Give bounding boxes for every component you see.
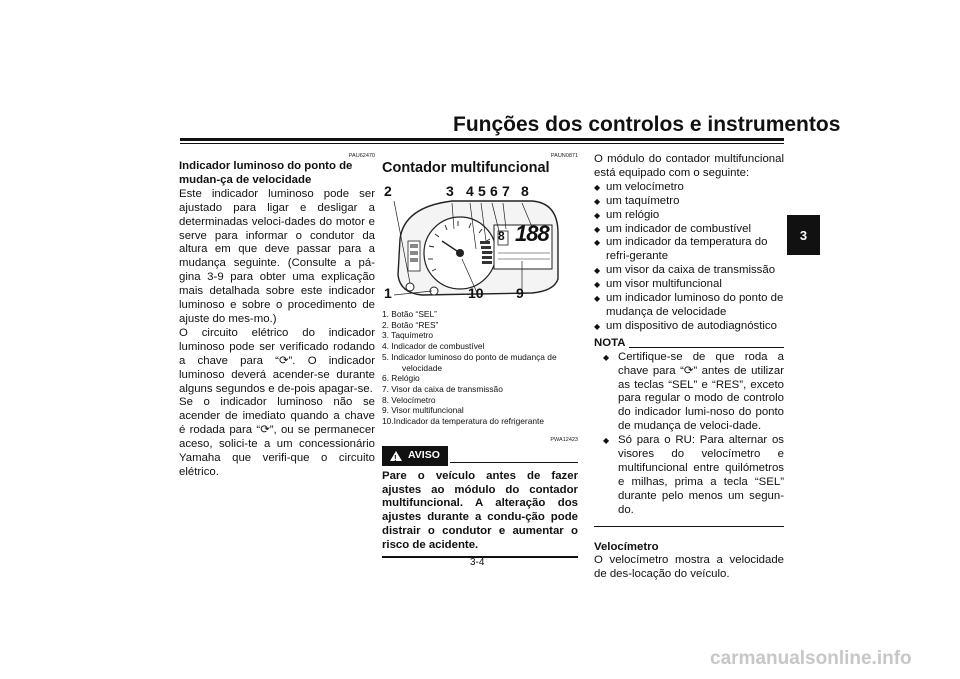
caption-item: 4. Indicador de combustível bbox=[382, 341, 485, 352]
reference-code: PAUN0871 bbox=[550, 153, 578, 159]
header-rule-thin bbox=[180, 143, 784, 144]
chapter-tab: 3 bbox=[787, 215, 820, 255]
note-list bbox=[594, 351, 784, 518]
callout-8: 8 bbox=[521, 183, 529, 199]
note-label: NOTA bbox=[594, 336, 626, 349]
list-item: ◆ um dispositivo de autodiagnóstico bbox=[594, 320, 784, 334]
caption-item: 9. Visor multifuncional bbox=[382, 405, 464, 416]
column-left bbox=[179, 153, 375, 480]
page-number: 3-4 bbox=[470, 557, 485, 568]
warning-label: AVISO bbox=[408, 448, 440, 461]
note-end-rule bbox=[594, 526, 784, 527]
paragraph: Se o indicador luminoso não se acender de imediato quando a chave é rodada para “⟳”, ou se permanecer aceso, solici-te a um concessionário Yamaha que verifi-que o circuito elétrico. bbox=[179, 396, 375, 478]
warning-badge bbox=[382, 446, 448, 466]
section-heading: Indicador luminoso do ponto de mudan-ça de velocidade bbox=[179, 160, 353, 186]
list-item: ◆ um velocímetro bbox=[594, 181, 784, 195]
caption-item: 8. Velocímetro bbox=[382, 394, 436, 405]
warning-code: PWA12423 bbox=[550, 436, 578, 443]
callout-1: 1 bbox=[384, 285, 392, 301]
caption-item: 10.Indicador da temperatura do refrigerante bbox=[382, 416, 545, 427]
note-item: ◆ Só para o RU: Para alternar os visores do velocímetro e multifuncional entre quilómetros e milhas, prima a tecla “SEL” durante pelo menos um segun-do. bbox=[594, 434, 784, 517]
intro-paragraph: O módulo do contador multifuncional está equipado com o seguinte: bbox=[594, 153, 784, 179]
caption-item: 7. Visor da caixa de transmissão bbox=[382, 383, 503, 394]
section-title: Contador multifuncional bbox=[382, 160, 550, 176]
reference-code: PAU62470 bbox=[348, 153, 375, 159]
instrument-cluster-figure bbox=[382, 183, 568, 305]
gear-display: 8 bbox=[498, 229, 505, 243]
callout-5: 5 bbox=[478, 183, 486, 199]
caption-item: 6. Relógio bbox=[382, 373, 420, 384]
callout-10: 10 bbox=[468, 285, 484, 301]
warning-header bbox=[382, 446, 578, 466]
list-item: ◆ um indicador da temperatura do refri-gerante bbox=[594, 236, 784, 264]
list-item: ◆ um visor da caixa de transmissão bbox=[594, 264, 784, 278]
note-item: ◆ Certifique-se de que roda a chave para “⟳” antes de utilizar as teclas “SEL” e “RES”, exceto para regular o modo de controlo do indicador lumi-noso do ponto de mudança de veloci-dade. bbox=[594, 351, 784, 434]
warning-rule bbox=[450, 462, 578, 463]
paragraph: Este indicador luminoso pode ser ajustado para ligar e desligar a determinadas veloci-dades do motor e serve para informar o condutor da altura em que deve passar para a mudança seguinte. (Consulte a pá-gina 3-9 para obter uma explicação mais detalhada sobre este indicador luminoso e sobre o procedimento de ajuste do mes-mo.) bbox=[179, 187, 375, 325]
page-header-title: Funções dos controlos e instrumentos bbox=[453, 113, 841, 136]
warning-triangle-icon: ! bbox=[390, 451, 402, 461]
list-item: ◆ um visor multifuncional bbox=[594, 278, 784, 292]
column-middle bbox=[382, 153, 578, 558]
figure-captions bbox=[382, 309, 578, 427]
caption-item: 1. Botão “SEL” bbox=[382, 309, 437, 319]
subsection-heading: Velocímetro bbox=[594, 540, 659, 553]
list-item: ◆ um indicador de combustível bbox=[594, 223, 784, 237]
caption-item: 3. Taquímetro bbox=[382, 330, 434, 341]
caption-item: 2. Botão “RES” bbox=[382, 319, 439, 330]
callout-7: 7 bbox=[502, 183, 510, 199]
subsection-text: O velocímetro mostra a velocidade de des-locação do veículo. bbox=[594, 554, 784, 581]
warning-text: Pare o veículo antes de fazer ajustes ao módulo do contador multifuncional. A alteração dos ajustes durante a condu-ção pode distrair o condutor e aumentar o risco de acidente. bbox=[382, 469, 578, 552]
list-item: ◆ um relógio bbox=[594, 209, 784, 223]
watermark: carmanualsonline.info bbox=[710, 648, 912, 669]
list-item: ◆ um indicador luminoso do ponto de mudança de velocidade bbox=[594, 292, 784, 320]
header-rule bbox=[180, 138, 784, 141]
callout-4: 4 bbox=[466, 183, 474, 199]
callout-2: 2 bbox=[384, 183, 392, 199]
list-item: ◆ um taquímetro bbox=[594, 195, 784, 209]
speed-digits: 188 bbox=[515, 221, 549, 246]
callout-9: 9 bbox=[516, 285, 524, 301]
callout-6: 6 bbox=[490, 183, 498, 199]
callout-3: 3 bbox=[446, 183, 454, 199]
column-right bbox=[594, 153, 784, 582]
paragraph: O circuito elétrico do indicador luminoso pode ser verificado rodando a chave para “⟳”. O indicador luminoso deverá acender-se durante alguns segundos e de-pois apagar-se. bbox=[179, 326, 375, 395]
note-header bbox=[594, 337, 784, 351]
note-rule bbox=[629, 347, 784, 348]
caption-item: 5. Indicador luminoso do ponto de mudança de velocidade bbox=[382, 351, 557, 373]
feature-list bbox=[594, 181, 784, 334]
